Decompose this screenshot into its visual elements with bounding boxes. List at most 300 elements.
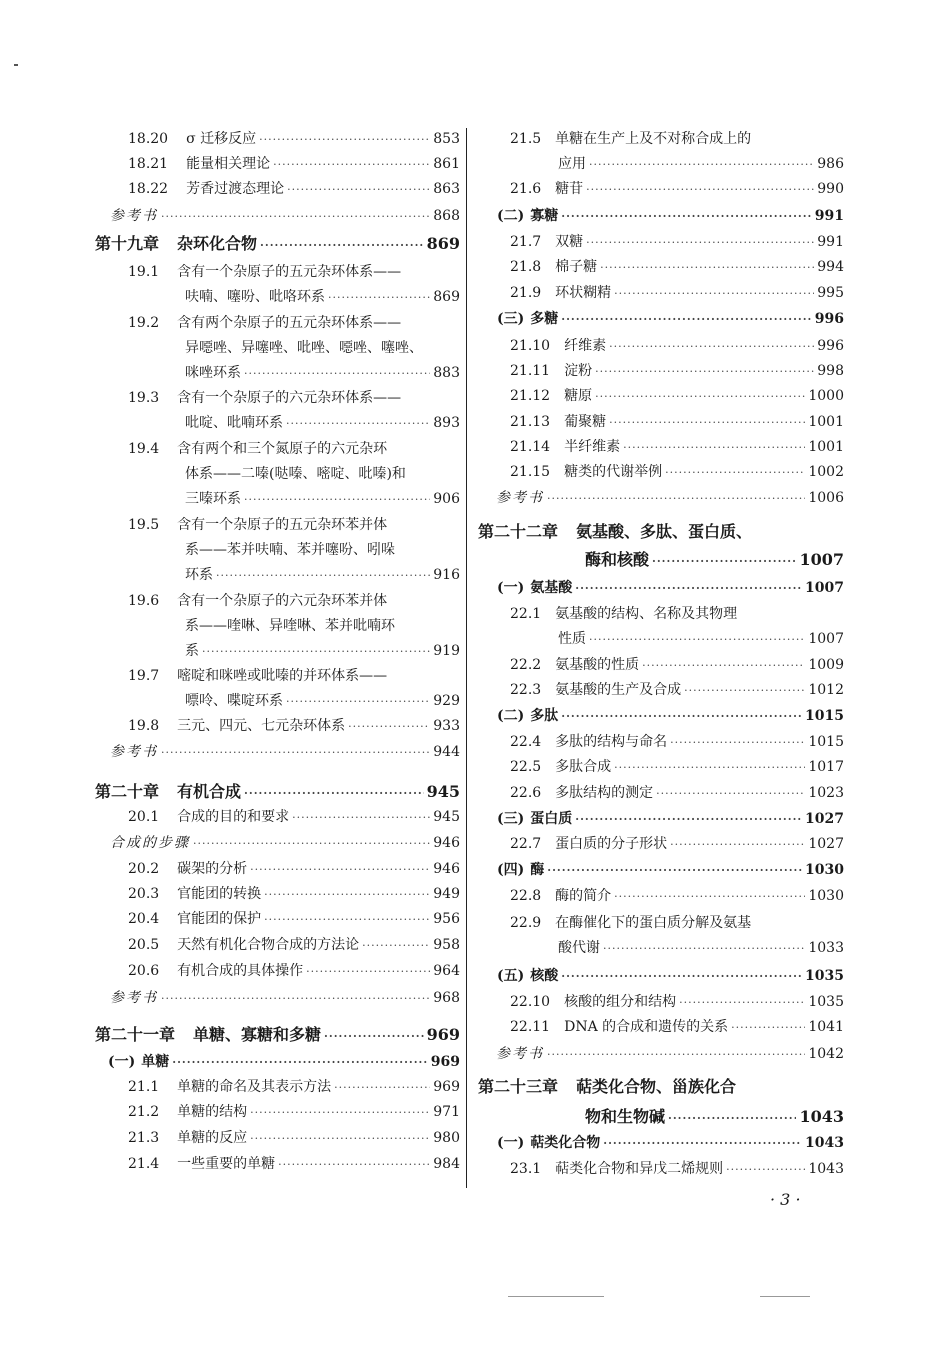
toc-page-number: 964 bbox=[433, 963, 460, 979]
toc-group-row bbox=[497, 310, 844, 328]
toc-section-number: 22.1 bbox=[510, 606, 542, 622]
toc-page-number: 958 bbox=[433, 937, 460, 953]
toc-section-title: 萜类化合物、甾族化合 bbox=[576, 1077, 737, 1096]
toc-section-number: 第二十三章 bbox=[478, 1077, 559, 1096]
dot-leader bbox=[595, 388, 805, 406]
dot-leader bbox=[324, 1027, 424, 1047]
toc-entry-row bbox=[128, 516, 460, 534]
toc-chapter-row bbox=[95, 1025, 460, 1045]
toc-section-title: 核酸 bbox=[530, 968, 559, 984]
toc-section-title: 官能团的保护 bbox=[177, 911, 262, 927]
dot-leader bbox=[250, 1104, 430, 1122]
toc-section-number: 20.2 bbox=[128, 861, 160, 877]
dot-leader bbox=[250, 861, 430, 879]
toc-page-number: 995 bbox=[817, 285, 844, 301]
toc-section-title: 在酶催化下的蛋白质分解及氨基 bbox=[555, 915, 752, 931]
toc-page-number: 1043 bbox=[805, 1135, 844, 1151]
toc-section-title: 酸代谢 bbox=[558, 940, 600, 956]
toc-section-number: 21.1 bbox=[128, 1079, 160, 1095]
toc-section-number: 20.5 bbox=[128, 937, 160, 953]
toc-entry-row bbox=[128, 1155, 460, 1173]
toc-section-title: 含有一个杂原子的五元杂环苯并体 bbox=[177, 517, 388, 533]
toc-page-number: 946 bbox=[433, 835, 460, 851]
dot-leader bbox=[250, 1130, 430, 1148]
toc-section-number: (三) bbox=[497, 311, 525, 327]
toc-section-number: (二) bbox=[497, 208, 525, 224]
toc-page-number: 906 bbox=[433, 491, 460, 507]
dot-leader bbox=[726, 1161, 805, 1179]
toc-section-number: 19.2 bbox=[128, 315, 160, 331]
toc-section-number: (四) bbox=[497, 862, 525, 878]
toc-entry-row bbox=[185, 364, 460, 382]
toc-section-title: 单糖的反应 bbox=[177, 1130, 248, 1146]
dot-leader bbox=[202, 643, 430, 661]
toc-entry-row bbox=[510, 993, 844, 1011]
toc-section-title: 碳架的分析 bbox=[177, 861, 248, 877]
page-number: · 3 · bbox=[770, 1190, 801, 1209]
toc-section-title: 蛋白质 bbox=[530, 811, 573, 827]
toc-section-number: 21.15 bbox=[510, 464, 551, 480]
toc-section-title: 含有两个和三个氮原子的六元杂环 bbox=[177, 441, 388, 457]
toc-section-number: 19.1 bbox=[128, 264, 160, 280]
dot-leader bbox=[665, 464, 805, 482]
toc-entry-row bbox=[510, 362, 844, 380]
toc-page-number: 893 bbox=[433, 415, 460, 431]
toc-page-number: 991 bbox=[814, 208, 844, 224]
toc-section-number: 23.1 bbox=[510, 1161, 542, 1177]
dot-leader bbox=[652, 552, 796, 572]
toc-section-number: 21.14 bbox=[510, 439, 551, 455]
toc-entry-row bbox=[510, 681, 844, 699]
toc-page-number: 949 bbox=[433, 886, 460, 902]
dot-leader bbox=[193, 835, 430, 853]
toc-section-title: 咪唑环系 bbox=[185, 365, 241, 381]
toc-section-number: 21.5 bbox=[510, 131, 542, 147]
toc-section-title: 含有一个杂原子的六元杂环苯并体 bbox=[177, 593, 388, 609]
toc-section-title: 氨基酸的生产及合成 bbox=[555, 682, 682, 698]
toc-entry-row bbox=[128, 263, 460, 281]
toc-section-title: 萜类化合物 bbox=[530, 1135, 601, 1151]
dot-leader bbox=[670, 734, 805, 752]
toc-group-row bbox=[497, 579, 844, 597]
toc-entry-row bbox=[128, 962, 460, 980]
toc-entry-row bbox=[128, 155, 460, 173]
toc-entry-row bbox=[128, 1129, 460, 1147]
toc-reference-row bbox=[110, 207, 460, 225]
toc-entry-row bbox=[185, 414, 460, 432]
toc-section-title: 氨基酸 bbox=[530, 580, 573, 596]
dot-leader bbox=[264, 886, 430, 904]
toc-entry-row bbox=[185, 339, 460, 357]
toc-page-number: 1006 bbox=[808, 490, 844, 506]
toc-page-number: 1000 bbox=[808, 388, 844, 404]
toc-section-title: 多肽 bbox=[530, 708, 559, 724]
toc-reference-row bbox=[496, 1045, 844, 1063]
toc-section-number: 19.5 bbox=[128, 517, 160, 533]
toc-page-number: 1015 bbox=[808, 734, 844, 750]
toc-section-title: 天然有机化合物合成的方法论 bbox=[177, 937, 360, 953]
toc-section-number: 20.3 bbox=[128, 886, 160, 902]
dot-leader bbox=[292, 809, 430, 827]
toc-section-title: 淀粉 bbox=[564, 363, 593, 379]
toc-group-row bbox=[108, 1053, 460, 1071]
toc-page-number: 945 bbox=[433, 809, 460, 825]
toc-group-row bbox=[497, 967, 844, 985]
toc-entry-row bbox=[510, 733, 844, 751]
toc-page-number: 991 bbox=[817, 234, 844, 250]
toc-section-title: 酶的简介 bbox=[555, 888, 612, 904]
toc-section-number: 第二十二章 bbox=[478, 522, 559, 541]
toc-page-number: 1023 bbox=[808, 785, 844, 801]
toc-reference-row bbox=[110, 743, 460, 761]
toc-entry-row bbox=[128, 180, 460, 198]
toc-section-title: 呋喃、噻吩、吡咯环系 bbox=[185, 289, 325, 305]
toc-entry-row bbox=[510, 463, 844, 481]
toc-page-number: 1033 bbox=[808, 940, 844, 956]
dot-leader bbox=[334, 1079, 430, 1097]
toc-entry-row bbox=[185, 617, 460, 635]
toc-entry-row bbox=[510, 284, 844, 302]
dot-leader bbox=[614, 285, 814, 303]
toc-entry-row bbox=[510, 758, 844, 776]
dot-leader bbox=[287, 181, 430, 199]
toc-section-title: 多肽结构的测定 bbox=[555, 785, 654, 801]
toc-section-number: 21.7 bbox=[510, 234, 542, 250]
toc-section-number: (一) bbox=[497, 1135, 525, 1151]
toc-section-title: 参考书 bbox=[110, 208, 158, 224]
toc-section-number: 21.3 bbox=[128, 1130, 160, 1146]
toc-section-title: 萜类化合物和异戊二烯规则 bbox=[555, 1161, 724, 1177]
toc-section-title: 一些重要的单糖 bbox=[177, 1156, 276, 1172]
dot-leader bbox=[589, 156, 814, 174]
toc-group-row bbox=[497, 810, 844, 828]
toc-section-number: (一) bbox=[497, 580, 525, 596]
toc-page-number: 971 bbox=[433, 1104, 460, 1120]
dot-leader bbox=[348, 718, 430, 736]
toc-section-title: 应用 bbox=[558, 156, 586, 172]
dot-leader bbox=[244, 491, 430, 509]
toc-page-number: 1027 bbox=[808, 836, 844, 852]
toc-section-number: 21.11 bbox=[510, 363, 551, 379]
toc-entry-row bbox=[128, 1103, 460, 1121]
toc-page-number: 1009 bbox=[808, 657, 844, 673]
toc-entry-row bbox=[128, 936, 460, 954]
toc-section-number: 21.13 bbox=[510, 414, 551, 430]
dot-leader bbox=[259, 131, 430, 149]
toc-page-number: 1007 bbox=[805, 580, 844, 596]
toc-section-number: 21.9 bbox=[510, 285, 542, 301]
scan-mark bbox=[14, 64, 18, 66]
toc-section-title: DNA 的合成和遗传的关系 bbox=[564, 1019, 729, 1035]
toc-entry-row bbox=[185, 692, 460, 710]
toc-entry-row bbox=[128, 860, 460, 878]
dot-leader bbox=[561, 311, 812, 329]
toc-entry-row bbox=[510, 337, 844, 355]
scan-line bbox=[508, 1296, 604, 1297]
toc-page-number: 1015 bbox=[805, 708, 844, 724]
toc-entry-row bbox=[510, 180, 844, 198]
dot-leader bbox=[264, 911, 430, 929]
toc-section-number: 22.3 bbox=[510, 682, 542, 698]
toc-page-number: 980 bbox=[433, 1130, 460, 1146]
toc-entry-row bbox=[558, 630, 844, 648]
toc-page-number: 984 bbox=[433, 1156, 460, 1172]
dot-leader bbox=[547, 490, 805, 508]
dot-leader bbox=[603, 1135, 802, 1153]
dot-leader bbox=[595, 363, 814, 381]
toc-entry-row bbox=[510, 887, 844, 905]
toc-entry-row bbox=[510, 656, 844, 674]
toc-group-row bbox=[497, 861, 844, 879]
toc-section-title: 嘧啶和咪唑或吡嗪的并环体系—— bbox=[177, 668, 388, 684]
toc-section-number: 20.6 bbox=[128, 963, 160, 979]
toc-section-title: 参考书 bbox=[110, 744, 158, 760]
dot-leader bbox=[614, 759, 805, 777]
toc-section-title: 糖苷 bbox=[555, 181, 584, 197]
toc-page-number: 868 bbox=[433, 208, 460, 224]
toc-page-number: 1043 bbox=[808, 1161, 844, 1177]
toc-entry-row bbox=[128, 592, 460, 610]
toc-page-number: 986 bbox=[817, 156, 844, 172]
toc-page-number: 1012 bbox=[808, 682, 844, 698]
toc-section-number: 19.3 bbox=[128, 390, 160, 406]
dot-leader bbox=[586, 234, 814, 252]
toc-section-number: 19.6 bbox=[128, 593, 160, 609]
toc-section-number: 20.1 bbox=[128, 809, 160, 825]
toc-entry-row bbox=[510, 835, 844, 853]
toc-section-title: 环系 bbox=[185, 567, 213, 583]
dot-leader bbox=[216, 567, 430, 585]
toc-page-number: 1001 bbox=[808, 439, 844, 455]
toc-page-number: 946 bbox=[433, 861, 460, 877]
dot-leader bbox=[614, 888, 805, 906]
dot-leader bbox=[561, 968, 802, 986]
toc-section-number: 18.22 bbox=[128, 181, 169, 197]
toc-section-title: 单糖的命名及其表示方法 bbox=[177, 1079, 332, 1095]
toc-page-number: 944 bbox=[433, 744, 460, 760]
toc-chapter-row bbox=[585, 1107, 844, 1127]
toc-section-title: 含有一个杂原子的六元杂环体系—— bbox=[177, 390, 402, 406]
toc-entry-row bbox=[185, 465, 460, 483]
toc-page-number: 919 bbox=[433, 643, 460, 659]
toc-page-number: 969 bbox=[430, 1054, 460, 1070]
toc-entry-row bbox=[510, 130, 844, 148]
dot-leader bbox=[161, 990, 430, 1008]
toc-entry-row bbox=[510, 784, 844, 802]
toc-section-title: 氨基酸的性质 bbox=[555, 657, 640, 673]
toc-section-title: 合成的目的和要求 bbox=[177, 809, 290, 825]
dot-leader bbox=[684, 682, 805, 700]
dot-leader bbox=[609, 338, 814, 356]
toc-section-title: 能量相关理论 bbox=[186, 156, 271, 172]
toc-entry-row bbox=[510, 438, 844, 456]
toc-section-title: 三元、四元、七元杂环体系 bbox=[177, 718, 346, 734]
dot-leader bbox=[603, 940, 805, 958]
toc-section-title: 糖原 bbox=[564, 388, 593, 404]
toc-entry-row bbox=[510, 1160, 844, 1178]
dot-leader bbox=[575, 580, 802, 598]
toc-section-title: 参考书 bbox=[496, 1046, 544, 1062]
dot-leader bbox=[244, 784, 424, 804]
toc-section-title: 异噁唑、异噻唑、吡唑、噁唑、噻唑、 bbox=[185, 340, 423, 356]
toc-section-number: 19.8 bbox=[128, 718, 160, 734]
dot-leader bbox=[623, 439, 805, 457]
toc-page-number: 869 bbox=[426, 234, 460, 253]
toc-entry-row bbox=[558, 939, 844, 957]
toc-section-title: 葡聚糖 bbox=[564, 414, 607, 430]
toc-chapter-row bbox=[478, 522, 844, 542]
toc-entry-row bbox=[510, 413, 844, 431]
toc-page-number: 990 bbox=[817, 181, 844, 197]
dot-leader bbox=[273, 156, 430, 174]
toc-entry-row bbox=[128, 885, 460, 903]
toc-page-number: 853 bbox=[433, 131, 460, 147]
toc-section-title: 参考书 bbox=[496, 490, 544, 506]
toc-page-number: 1035 bbox=[805, 968, 844, 984]
toc-section-number: 19.7 bbox=[128, 668, 160, 684]
dot-leader bbox=[668, 1109, 796, 1129]
toc-section-number: 18.20 bbox=[128, 131, 169, 147]
toc-page-number: 1030 bbox=[808, 888, 844, 904]
toc-section-title: 单糖的结构 bbox=[177, 1104, 248, 1120]
toc-section-title: 半纤维素 bbox=[564, 439, 621, 455]
toc-entry-row bbox=[185, 566, 460, 584]
toc-entry-row bbox=[128, 808, 460, 826]
toc-section-title: 系 bbox=[185, 643, 199, 659]
column-divider bbox=[466, 128, 467, 1188]
toc-section-number: 21.12 bbox=[510, 388, 551, 404]
toc-page-number: 929 bbox=[433, 693, 460, 709]
toc-section-title: 物和生物碱 bbox=[585, 1107, 666, 1126]
toc-chapter-row bbox=[95, 234, 460, 254]
toc-section-title: 官能团的转换 bbox=[177, 886, 262, 902]
toc-section-number: 21.8 bbox=[510, 259, 542, 275]
toc-section-title: 酶 bbox=[530, 862, 545, 878]
toc-page-number: 1017 bbox=[808, 759, 844, 775]
toc-page-number: 996 bbox=[817, 338, 844, 354]
dot-leader bbox=[286, 693, 430, 711]
toc-section-title: 芳香过渡态理论 bbox=[186, 181, 285, 197]
dot-leader bbox=[260, 236, 424, 256]
toc-page-number: 969 bbox=[433, 1079, 460, 1095]
toc-entry-row bbox=[510, 605, 844, 623]
toc-section-title: 双糖 bbox=[555, 234, 584, 250]
toc-section-title: σ 迁移反应 bbox=[186, 131, 257, 147]
toc-entry-row bbox=[510, 258, 844, 276]
toc-section-number: 21.6 bbox=[510, 181, 542, 197]
toc-section-title: 棉子糖 bbox=[555, 259, 598, 275]
toc-section-number: 21.4 bbox=[128, 1156, 160, 1172]
dot-leader bbox=[278, 1156, 430, 1174]
toc-section-number: 21.2 bbox=[128, 1104, 160, 1120]
dot-leader bbox=[561, 208, 812, 226]
toc-entry-row bbox=[128, 1078, 460, 1096]
toc-entry-row bbox=[510, 387, 844, 405]
toc-section-number: 22.4 bbox=[510, 734, 542, 750]
dot-leader bbox=[172, 1054, 428, 1072]
toc-group-row bbox=[497, 207, 844, 225]
toc-entry-row bbox=[128, 130, 460, 148]
toc-reference-row bbox=[496, 489, 844, 507]
toc-section-title: 酶和核酸 bbox=[585, 550, 650, 569]
toc-page-number: 1042 bbox=[808, 1046, 844, 1062]
toc-page-number: 916 bbox=[433, 567, 460, 583]
dot-leader bbox=[656, 785, 805, 803]
toc-page-number: 994 bbox=[817, 259, 844, 275]
toc-section-title: 参考书 bbox=[110, 990, 158, 1006]
toc-section-title: 多糖 bbox=[530, 311, 559, 327]
toc-section-title: 多肽的结构与命名 bbox=[555, 734, 668, 750]
toc-section-number: 22.8 bbox=[510, 888, 542, 904]
dot-leader bbox=[328, 289, 430, 307]
toc-section-number: 22.2 bbox=[510, 657, 542, 673]
toc-page-number: 883 bbox=[433, 365, 460, 381]
toc-page-number: 1007 bbox=[808, 631, 844, 647]
toc-section-title: 多肽合成 bbox=[555, 759, 612, 775]
dot-leader bbox=[161, 208, 430, 226]
toc-section-title: 单糖 bbox=[141, 1054, 170, 1070]
toc-section-title: 纤维素 bbox=[564, 338, 607, 354]
toc-entry-row bbox=[128, 717, 460, 735]
toc-group-row bbox=[497, 707, 844, 725]
toc-page-number: 956 bbox=[433, 911, 460, 927]
toc-section-title: 氨基酸、多肽、蛋白质、 bbox=[576, 522, 753, 541]
toc-section-number: (三) bbox=[497, 811, 525, 827]
toc-section-number: 22.11 bbox=[510, 1019, 551, 1035]
toc-entry-row bbox=[185, 288, 460, 306]
toc-section-title: 嘌呤、喋啶环系 bbox=[185, 693, 283, 709]
toc-section-title: 氨基酸的结构、名称及其物理 bbox=[555, 606, 738, 622]
toc-page-number: 869 bbox=[433, 289, 460, 305]
toc-section-title: 单糖在生产上及不对称合成上的 bbox=[555, 131, 752, 147]
toc-section-number: 第十九章 bbox=[95, 234, 160, 253]
dot-leader bbox=[547, 1046, 805, 1064]
toc-section-number: 22.10 bbox=[510, 994, 551, 1010]
dot-leader bbox=[586, 181, 814, 199]
toc-page-number: 945 bbox=[426, 782, 460, 801]
dot-leader bbox=[362, 937, 430, 955]
toc-section-number: (一) bbox=[108, 1054, 136, 1070]
toc-section-title: 吡啶、吡喃环系 bbox=[185, 415, 283, 431]
toc-section-number: 22.9 bbox=[510, 915, 542, 931]
dot-leader bbox=[561, 708, 802, 726]
toc-section-title: 体系——二嗪(哒嗪、嘧啶、吡嗪)和 bbox=[185, 466, 406, 482]
dot-leader bbox=[609, 414, 805, 432]
toc-section-number: 19.4 bbox=[128, 441, 160, 457]
toc-entry-row bbox=[185, 541, 460, 559]
toc-entry-row bbox=[510, 914, 844, 932]
toc-page-number: 863 bbox=[433, 181, 460, 197]
toc-section-title: 糖类的代谢举例 bbox=[564, 464, 663, 480]
toc-page-number: 998 bbox=[817, 363, 844, 379]
toc-entry-row bbox=[185, 490, 460, 508]
toc-page-number: 1041 bbox=[808, 1019, 844, 1035]
dot-leader bbox=[731, 1019, 805, 1037]
toc-entry-row bbox=[128, 389, 460, 407]
toc-section-title: 有机合成 bbox=[177, 782, 242, 801]
toc-section-title: 杂环化合物 bbox=[177, 234, 258, 253]
toc-entry-row bbox=[185, 642, 460, 660]
dot-leader bbox=[244, 365, 430, 383]
toc-page-number: 1027 bbox=[805, 811, 844, 827]
toc-section-title: 三嗪环系 bbox=[185, 491, 241, 507]
toc-page-number: 861 bbox=[433, 156, 460, 172]
toc-entry-row bbox=[128, 440, 460, 458]
toc-page-number: 1007 bbox=[799, 550, 844, 569]
toc-reference-row bbox=[110, 834, 460, 852]
toc-section-title: 系——喹啉、异喹啉、苯并吡喃环 bbox=[185, 618, 395, 634]
toc-page-number: 996 bbox=[814, 311, 844, 327]
